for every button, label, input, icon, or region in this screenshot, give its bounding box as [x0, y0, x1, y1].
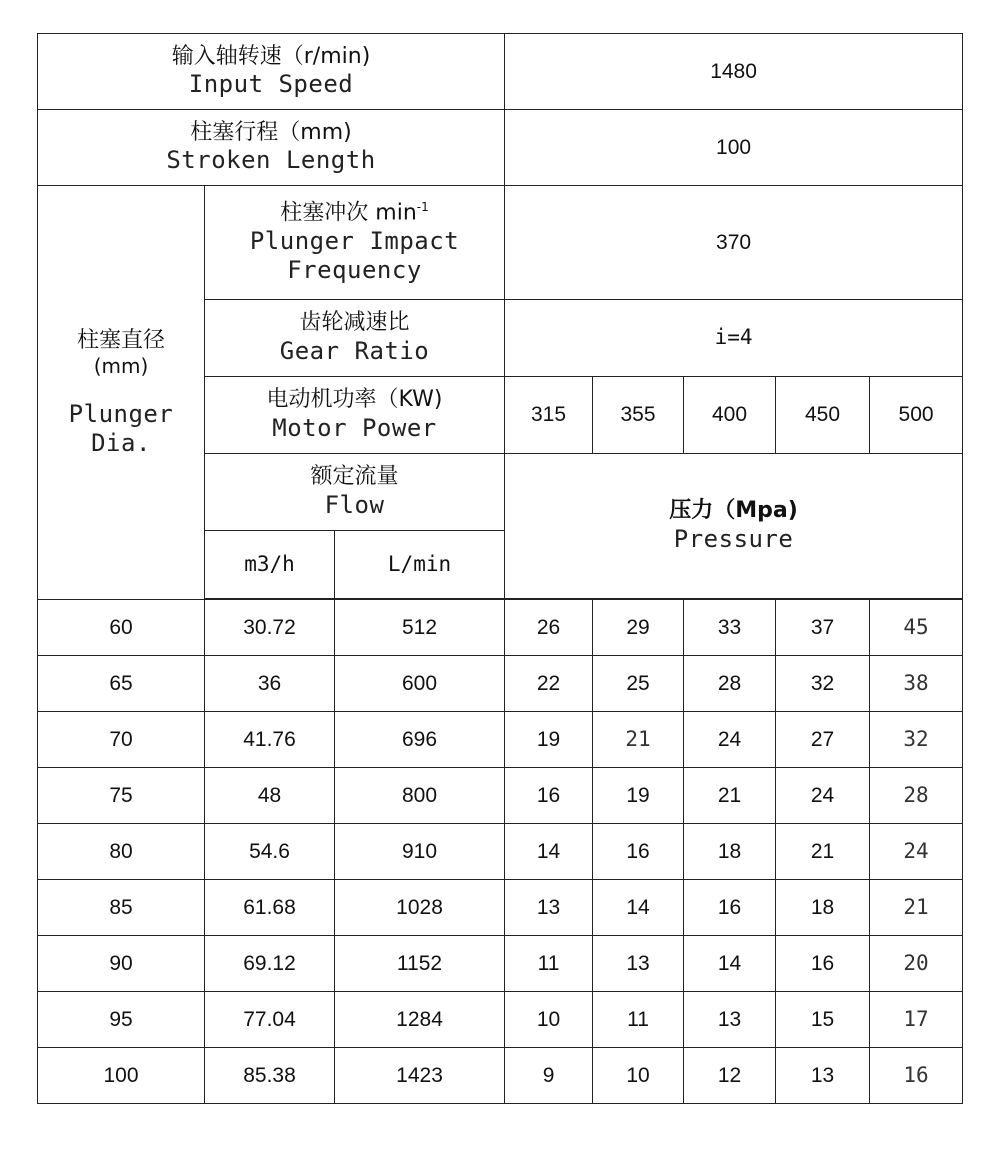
flow-m3h-cell: 61.68 — [205, 880, 335, 936]
motor-power-value: 400 — [684, 377, 776, 454]
flow-unit-m3h: m3/h — [205, 531, 335, 599]
pressure-cell: 18 — [776, 880, 870, 936]
pressure-cell: 32 — [870, 712, 963, 768]
gear-ratio-label: 齿轮减速比 Gear Ratio — [205, 300, 505, 377]
input-speed-label: 输入轴转速（r/min) Input Speed — [38, 34, 505, 110]
pressure-cell: 10 — [505, 992, 593, 1048]
pressure-cell: 9 — [505, 1048, 593, 1104]
pressure-cell: 29 — [593, 600, 684, 656]
flow-m3h-cell: 30.72 — [205, 600, 335, 656]
flow-lmin-cell: 910 — [335, 824, 505, 880]
flow-lmin-cell: 600 — [335, 656, 505, 712]
pressure-cell: 14 — [684, 936, 776, 992]
pressure-cell: 37 — [776, 600, 870, 656]
motor-power-value: 450 — [776, 377, 870, 454]
table-row — [38, 656, 963, 712]
table-row — [38, 880, 963, 936]
table-row — [38, 936, 963, 992]
flow-m3h-cell: 85.38 — [205, 1048, 335, 1104]
dia-cell: 60 — [38, 600, 205, 656]
pressure-cell: 20 — [870, 936, 963, 992]
flow-lmin-cell: 1284 — [335, 992, 505, 1048]
table-row — [38, 600, 963, 656]
table-row — [38, 768, 963, 824]
pressure-cell: 18 — [684, 824, 776, 880]
flow-lmin-cell: 1152 — [335, 936, 505, 992]
pressure-cell: 14 — [593, 880, 684, 936]
flow-lmin-cell: 512 — [335, 600, 505, 656]
pressure-cell: 25 — [593, 656, 684, 712]
flow-lmin-cell: 1028 — [335, 880, 505, 936]
flow-m3h-cell: 54.6 — [205, 824, 335, 880]
motor-power-value: 355 — [593, 377, 684, 454]
pressure-cell: 38 — [870, 656, 963, 712]
motor-power-value: 315 — [505, 377, 593, 454]
pressure-cell: 14 — [505, 824, 593, 880]
pressure-cell: 26 — [505, 600, 593, 656]
flow-label: 额定流量 Flow — [205, 454, 505, 531]
dia-cell: 85 — [38, 880, 205, 936]
pressure-cell: 21 — [776, 824, 870, 880]
pressure-cell: 12 — [684, 1048, 776, 1104]
table-row — [38, 1048, 963, 1104]
pressure-cell: 45 — [870, 600, 963, 656]
pressure-cell: 24 — [870, 824, 963, 880]
dia-cell: 80 — [38, 824, 205, 880]
pressure-cell: 24 — [684, 712, 776, 768]
impact-frequency-value: 370 — [505, 186, 963, 300]
pressure-cell: 11 — [593, 992, 684, 1048]
flow-unit-lmin: L/min — [335, 531, 505, 599]
pressure-cell: 21 — [593, 712, 684, 768]
pressure-cell: 16 — [776, 936, 870, 992]
flow-m3h-cell: 69.12 — [205, 936, 335, 992]
pressure-cell: 19 — [593, 768, 684, 824]
pressure-cell: 22 — [505, 656, 593, 712]
pressure-cell: 28 — [870, 768, 963, 824]
pressure-cell: 15 — [776, 992, 870, 1048]
pressure-cell: 13 — [505, 880, 593, 936]
table-row — [38, 824, 963, 880]
flow-m3h-cell: 77.04 — [205, 992, 335, 1048]
dia-cell: 70 — [38, 712, 205, 768]
motor-power-label: 电动机功率（KW) Motor Power — [205, 377, 505, 454]
table-row — [38, 712, 963, 768]
dia-cell: 75 — [38, 768, 205, 824]
pressure-cell: 28 — [684, 656, 776, 712]
pressure-cell: 21 — [684, 768, 776, 824]
stroke-length-value: 100 — [505, 110, 963, 186]
dia-cell: 100 — [38, 1048, 205, 1104]
table-row — [38, 992, 963, 1048]
flow-lmin-cell: 1423 — [335, 1048, 505, 1104]
pressure-cell: 13 — [776, 1048, 870, 1104]
pressure-cell: 16 — [593, 824, 684, 880]
flow-m3h-cell: 48 — [205, 768, 335, 824]
pressure-label: 压力（Mpa) Pressure — [505, 454, 963, 599]
motor-power-value: 500 — [870, 377, 963, 454]
flow-m3h-cell: 41.76 — [205, 712, 335, 768]
pressure-cell: 27 — [776, 712, 870, 768]
dia-cell: 65 — [38, 656, 205, 712]
pressure-cell: 16 — [870, 1048, 963, 1104]
pressure-cell: 19 — [505, 712, 593, 768]
pressure-cell: 13 — [593, 936, 684, 992]
plunger-dia-label: 柱塞直径 (mm) Plunger Dia. — [38, 186, 205, 600]
pressure-cell: 24 — [776, 768, 870, 824]
flow-lmin-cell: 800 — [335, 768, 505, 824]
pump-spec-table — [37, 33, 963, 1104]
flow-lmin-cell: 696 — [335, 712, 505, 768]
pressure-cell: 21 — [870, 880, 963, 936]
pressure-cell: 10 — [593, 1048, 684, 1104]
dia-cell: 95 — [38, 992, 205, 1048]
pressure-cell: 33 — [684, 600, 776, 656]
pressure-cell: 16 — [505, 768, 593, 824]
input-speed-value: 1480 — [505, 34, 963, 110]
dia-cell: 90 — [38, 936, 205, 992]
impact-frequency-label: 柱塞冲次 $\min^{-1}$ Plunger Impact Frequency — [205, 186, 505, 300]
stroke-length-label: 柱塞行程（mm) Stroken Length — [38, 110, 505, 186]
pressure-cell: 16 — [684, 880, 776, 936]
pressure-cell: 17 — [870, 992, 963, 1048]
gear-ratio-value: i=4 — [505, 300, 963, 377]
pressure-cell: 32 — [776, 656, 870, 712]
flow-m3h-cell: 36 — [205, 656, 335, 712]
pressure-cell: 11 — [505, 936, 593, 992]
pressure-cell: 13 — [684, 992, 776, 1048]
